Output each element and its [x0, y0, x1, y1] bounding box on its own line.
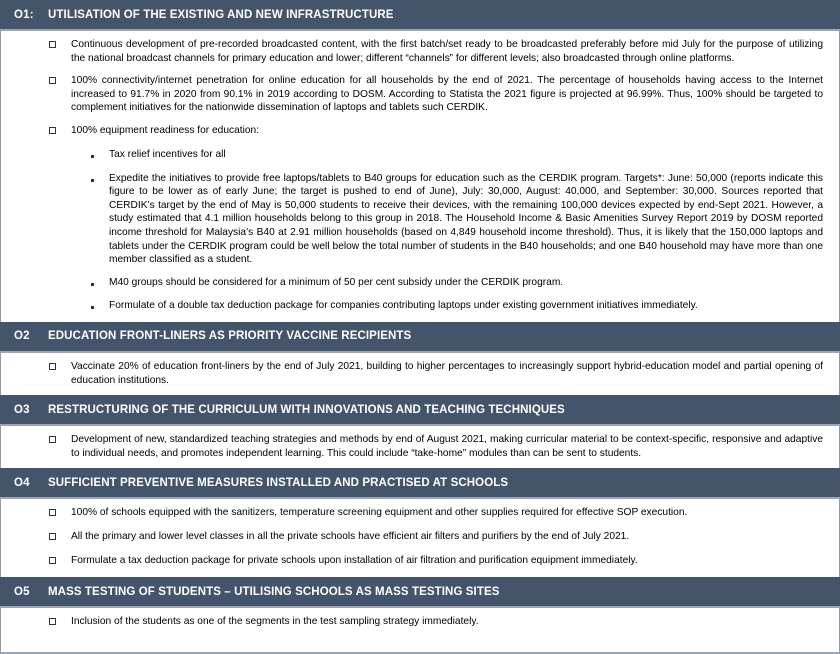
list-item [1, 38, 839, 65]
sub-list-item [1, 172, 839, 267]
list-item-text: Continuous development of pre-recorded broadcasted content, with the first batch/set ready to be broadcasted preferably before mid July for the purpose of utilizing the national broadcast channels for primary education and lower; different “channels” for different levels; also broadcasted through online platforms. [71, 39, 823, 64]
section-title-o3: RESTRUCTURING OF THE CURRICULUM WITH INNOVATIONS AND TEACHING TECHNIQUES [48, 403, 565, 416]
section-title-o2: EDUCATION FRONT-LINERS AS PRIORITY VACCINE RECIPIENTS [48, 330, 412, 343]
list-item-text: 100% equipment readiness for education: [71, 124, 260, 136]
checkbox-icon [1, 615, 71, 630]
section-body-o4 [0, 499, 840, 577]
section-code-o3: O3 [14, 403, 30, 416]
list-item [1, 530, 839, 545]
list-item [1, 554, 839, 569]
checkbox-icon [1, 506, 71, 521]
sub-list-item-text: Tax relief incentives for all [109, 148, 226, 160]
sub-list-item-text: M40 groups should be considered for a minimum of 50 per cent subsidy under the CERDIK program. [109, 276, 564, 288]
square-bullet-icon [1, 276, 109, 291]
list-item [1, 615, 839, 630]
list-item-text: Inclusion of the students as one of the segments in the test sampling strategy immediately. [71, 616, 479, 628]
square-bullet-icon [1, 172, 109, 187]
section-title-o4: SUFFICIENT PREVENTIVE MEASURES INSTALLED AND PRACTISED AT SCHOOLS [48, 476, 509, 489]
section-title-o1: UTILISATION OF THE EXISTING AND NEW INFRASTRUCTURE [48, 8, 394, 21]
checkbox-icon [1, 38, 71, 53]
checkbox-icon [1, 554, 71, 569]
list-item-text: Development of new, standardized teaching strategies and methods by end of August 2021, making curricular material to be context-specific, responsive and adaptive to individual needs, and promotes independent learning. This could include “take-home” modules than can be sent to students. [71, 434, 823, 459]
section-header-o1 [0, 0, 840, 31]
square-bullet-icon [1, 148, 109, 163]
section-code-o1: O1: [14, 8, 34, 21]
sub-list [1, 148, 839, 314]
checkbox-icon [1, 360, 71, 375]
list-item-text: Vaccinate 20% of education front-liners by the end of July 2021, building to higher percentages to increasingly support hybrid-education model and partial opening of education institutions. [71, 360, 823, 386]
section-header-o5 [0, 577, 840, 608]
list-item [1, 124, 839, 139]
section-body-o1 [0, 31, 840, 322]
checkbox-icon [1, 530, 71, 545]
sub-list-item [1, 299, 839, 314]
sub-list-item-text: Expedite the initiatives to provide free laptops/tablets to B40 groups for education such as the CERDIK program. Targets*: June: 50,000 (reports indicate this figure to be lower as of early June; the target is pushed to end of June), July: 30,000, August: 40,000, and September: 30,000. Sources reported that CERDIK’s target by the end of May is 50,000 students to receive their devices, with the remaining 100,000 devices expected by end-Sept 2021. However, a study estimated that 4.1 million households belong to this group in 2018. The Household Income & Basic Amenities Survey Report 2019 by DOSM reported income threshold for Malaysia’s B40 at 2.91 million households (based on 4,849 household income threshold). Thus, it is likely that the 150,000 laptops and tablets under the CERDIK program could be well below the total number of students in the B40 households; and one B40 household may have more than one member classified as a student. [109, 172, 823, 266]
list-item-text: 100% connectivity/internet penetration for online education for all households by the end of 2021. The percentage of households having access to the Internet increased to 91.7% in 2020 from 90.1% in 2019 according to DOSM. According to Statista the 2021 figure is projected at 96.99%. Thus, 100% should be targeted to complement initiatives for the nationwide dissemination of laptops and tablets such CERDIK. [71, 75, 823, 114]
sub-list-item [1, 148, 839, 163]
list-item-text: Formulate a tax deduction package for private schools upon installation of air filtration and purification equipment immediately. [71, 555, 638, 567]
list-item [1, 506, 839, 521]
sub-list-item-text: Formulate of a double tax deduction package for companies contributing laptops under existing government initiatives immediately. [109, 300, 698, 312]
list-item [1, 433, 839, 460]
checkbox-icon [1, 124, 71, 139]
checkbox-icon [1, 74, 71, 89]
section-code-o2: O2 [14, 330, 30, 343]
section-code-o4: O4 [14, 476, 30, 489]
section-header-o3 [0, 395, 840, 426]
section-header-o2 [0, 322, 840, 353]
section-body-o2 [0, 353, 840, 395]
section-code-o5: O5 [14, 585, 30, 598]
sub-list-item [1, 276, 839, 291]
list-item [1, 74, 839, 115]
section-header-o4 [0, 468, 840, 499]
checkbox-icon [1, 433, 71, 448]
list-item [1, 360, 839, 387]
section-body-o5 [0, 608, 840, 654]
section-title-o5: MASS TESTING OF STUDENTS – UTILISING SCHOOLS AS MASS TESTING SITES [48, 585, 500, 598]
list-item-text: 100% of schools equipped with the sanitizers, temperature screening equipment and other supplies required for effective SOP execution. [71, 507, 688, 519]
section-body-o3 [0, 426, 840, 468]
list-item-text: All the primary and lower level classes in all the private schools have efficient air filters and purifiers by the end of July 2021. [71, 531, 630, 543]
square-bullet-icon [1, 299, 109, 314]
